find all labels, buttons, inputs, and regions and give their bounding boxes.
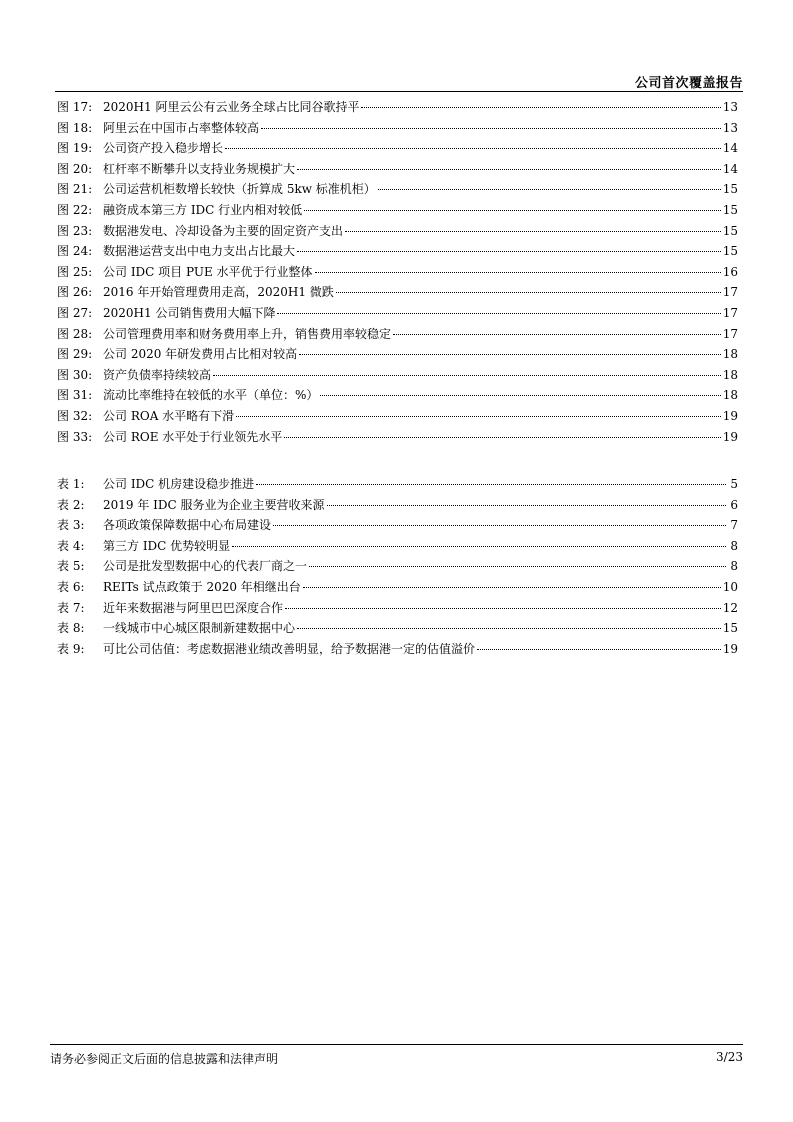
header-divider [55,91,743,92]
figure-entry[interactable] [57,365,738,386]
dot-leader [315,272,721,273]
dot-leader [256,484,726,485]
table-entry-page: 15 [722,621,738,636]
figure-entry-label: 图 18: [57,120,93,135]
dot-leader [393,334,721,335]
dot-leader [213,375,721,376]
table-entry[interactable] [57,556,738,577]
figure-entry-page: 15 [722,223,738,238]
figure-entry-label: 图 23: [57,223,93,238]
figure-entry-label: 图 24: [57,244,93,259]
figure-entry-page: 17 [722,326,738,341]
table-entry-title: 可比公司估值：考虑数据港业绩改善明显，给予数据港一定的估值溢价 [103,641,476,656]
figure-entry-page: 14 [722,141,738,156]
figure-entry-title: 数据港发电、冷却设备为主要的固定资产支出 [103,223,344,238]
dot-leader [297,169,721,170]
table-entry[interactable] [57,618,738,639]
figure-entry-label: 图 33: [57,429,93,444]
table-entry-title: REITs 试点政策于 2020 年相继出台 [103,579,301,594]
table-entry-label: 表 3: [57,518,85,533]
figure-entry[interactable] [57,179,738,200]
figure-entry-label: 图 19: [57,141,93,156]
figure-entry[interactable] [57,427,738,448]
figure-entry-page: 15 [722,202,738,217]
table-entry-page: 7 [730,518,738,533]
dot-leader [225,148,721,149]
figure-entry-label: 图 17: [57,100,93,114]
table-entry-label: 表 9: [57,641,85,656]
figure-entry-title: 公司运营机柜数增长较快（折算成 5kw 标准机柜） [103,182,376,197]
dot-leader [297,628,721,629]
figure-entry-title: 融资成本第三方 IDC 行业内相对较低 [103,202,303,217]
table-entry[interactable] [57,536,738,557]
figure-entry-title: 2016 年开始管理费用走高，2020H1 微跌 [103,285,334,300]
table-entry-label: 表 7: [57,600,85,615]
dot-leader [232,546,726,547]
dot-leader [285,608,721,609]
table-entry-title: 各项政策保障数据中心布局建设 [103,518,272,533]
figure-entry-label: 图 32: [57,408,93,423]
figure-entry-title: 阿里云在中国市占率整体较高 [103,120,260,135]
table-entry-title: 公司是批发型数据中心的代表厂商之一 [103,559,308,574]
dot-leader [303,587,721,588]
dot-leader [378,189,721,190]
table-entry-title: 第三方 IDC 优势较明显 [103,538,231,553]
figure-entry-title: 2020H1 公司销售费用大幅下降 [103,305,276,320]
dot-leader [327,505,726,506]
figure-entry[interactable] [57,118,738,139]
dot-leader [361,107,720,108]
dot-leader [284,437,720,438]
table-entry-page: 5 [730,477,738,491]
figure-entry[interactable] [57,97,738,118]
dot-leader [261,128,721,129]
dot-leader [477,649,721,650]
figure-entry-title: 公司 ROE 水平处于行业领先水平 [103,429,283,444]
table-entry-label: 表 4: [57,538,85,553]
figure-entry-label: 图 20: [57,161,93,176]
figure-entry-label: 图 30: [57,367,93,382]
figure-entry-title: 公司 2020 年研发费用占比相对较高 [103,347,298,362]
table-entry-title: 近年来数据港与阿里巴巴深度合作 [103,600,284,615]
table-entry-title: 一线城市中心城区限制新建数据中心 [103,621,296,636]
dot-leader [309,566,726,567]
figure-entry-title: 公司 IDC 项目 PUE 水平优于行业整体 [103,264,313,279]
table-entry-page: 19 [722,641,738,656]
figure-entry[interactable] [57,385,738,406]
figure-entry-label: 图 21: [57,182,93,197]
figure-entry-label: 图 25: [57,264,93,279]
dot-leader [277,313,720,314]
figure-entry[interactable] [57,282,738,303]
table-entry-label: 表 5: [57,559,85,574]
figure-entry-title: 资产负债率持续较高 [103,367,212,382]
table-entry[interactable] [57,495,738,516]
figure-entry-page: 19 [722,408,738,423]
page-number: 3/23 [716,1050,743,1064]
figure-entry-page: 13 [722,100,738,114]
figure-entry[interactable] [57,406,738,427]
table-entry-page: 10 [722,579,738,594]
dot-leader [273,525,726,526]
table-entry-label: 表 2: [57,497,85,512]
figure-entry-title: 2020H1 阿里云公有云业务全球占比同谷歌持平 [103,100,360,114]
figure-entry-page: 19 [722,429,738,444]
table-entry-page: 12 [722,600,738,615]
figure-entry-label: 图 29: [57,347,93,362]
figure-entry-label: 图 22: [57,202,93,217]
figure-entry-title: 公司管理费用率和财务费用率上升，销售费用率较稳定 [103,326,392,341]
figure-entry-page: 14 [722,161,738,176]
figure-entry-page: 18 [722,347,738,362]
dot-leader [345,231,721,232]
figure-entry-title: 公司 ROA 水平略有下滑 [103,408,235,423]
table-entry[interactable] [57,577,738,598]
table-entry-page: 8 [730,559,738,574]
figure-entry-page: 17 [722,305,738,320]
figure-entry-page: 15 [722,182,738,197]
figure-entry-page: 15 [722,244,738,259]
dot-leader [336,292,721,293]
table-entry-title: 2019 年 IDC 服务业为企业主要营收来源 [103,497,325,512]
table-entry-page: 8 [730,538,738,553]
table-entry[interactable] [57,515,738,536]
figure-entry-label: 图 31: [57,388,93,403]
figure-entry-title: 杠杆率不断攀升以支持业务规模扩大 [103,161,296,176]
figure-entry-label: 图 28: [57,326,93,341]
tables-index-list [57,474,738,659]
figure-entry-label: 图 27: [57,305,93,320]
figure-entry[interactable] [57,344,738,365]
figure-entry-title: 数据港运营支出中电力支出占比最大 [103,244,296,259]
dot-leader [304,210,721,211]
figure-entry[interactable] [57,241,738,262]
figure-entry[interactable] [57,138,738,159]
table-entry[interactable] [57,639,738,660]
figure-entry-page: 18 [722,367,738,382]
table-entry-label: 表 1: [57,477,85,491]
figure-entry-page: 16 [722,264,738,279]
figure-entry[interactable] [57,159,738,180]
figure-entry-page: 17 [722,285,738,300]
table-entry-label: 表 6: [57,579,85,594]
figure-entry[interactable] [57,221,738,242]
table-entry[interactable] [57,598,738,619]
table-entry[interactable] [57,474,738,495]
figure-entry[interactable] [57,303,738,324]
table-entry-page: 6 [730,497,738,512]
figure-entry-page: 18 [722,388,738,403]
figure-entry-page: 13 [722,120,738,135]
table-entry-label: 表 8: [57,621,85,636]
figure-entry[interactable] [57,324,738,345]
table-entry-title: 公司 IDC 机房建设稳步推进 [103,477,255,491]
dot-leader [320,395,720,396]
dot-leader [236,416,721,417]
footer-divider [50,1044,743,1045]
figure-entry[interactable] [57,262,738,283]
figure-entry[interactable] [57,200,738,221]
dot-leader [297,251,721,252]
figure-entry-title: 公司资产投入稳步增长 [103,141,224,156]
figure-entry-label: 图 26: [57,285,93,300]
figure-entry-title: 流动比率维持在较低的水平（单位：%） [103,388,319,403]
report-type-title: 公司首次覆盖报告 [634,76,743,91]
dot-leader [299,354,721,355]
figures-index-list [57,97,738,447]
footer-disclaimer: 请务必参阅正文后面的信息披露和法律声明 [50,1052,279,1066]
